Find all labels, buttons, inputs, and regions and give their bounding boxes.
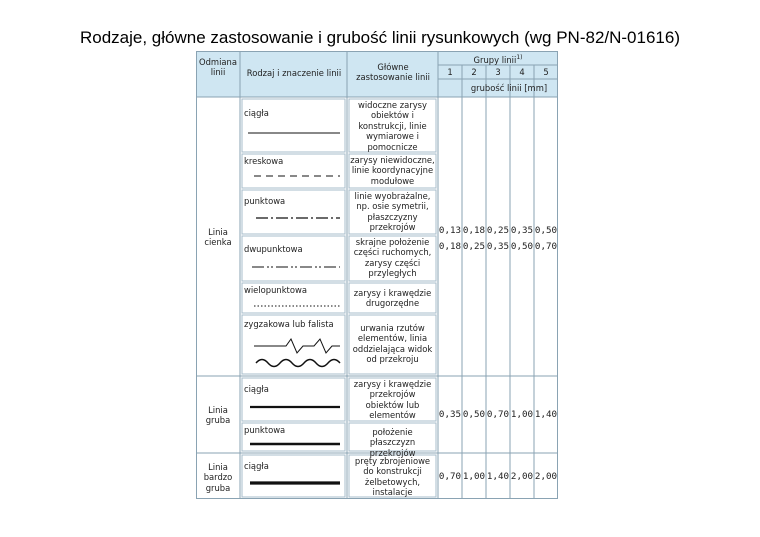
line-type-label: zygzakowa lub falista: [244, 319, 334, 329]
section-label-very-thick: Linia bardzo gruba: [203, 462, 233, 493]
thickness-value: 2,00: [534, 471, 558, 482]
thickness-value: 0,70: [534, 241, 558, 252]
thickness-value: 0,70: [438, 471, 462, 482]
page-title: Rodzaje, główne zastosowanie i grubość linii rysunkowych (wg PN-82/N-01616): [79, 28, 680, 47]
header-line-groups: Grupy linii$^{1)}$: [473, 54, 523, 65]
thickness-value: 0,18: [462, 225, 486, 236]
line-type-label: wielopunktowa: [244, 285, 307, 295]
group-number: 5: [543, 67, 549, 77]
thickness-value: 0,35: [486, 241, 510, 252]
header-thickness: grubość linii [mm]: [470, 83, 548, 93]
line-types-table: [196, 51, 558, 499]
zigzag-line-sample: [254, 339, 340, 353]
thickness-value: 0,25: [462, 241, 486, 252]
line-type-label: ciągła: [244, 108, 269, 118]
line-use-cell: pręty zbrojeniowe do konstrukcji żelbetowych, instalacje: [354, 456, 431, 498]
thickness-value: 2,00: [510, 471, 534, 482]
line-use-cell: położenie płaszczyzn przekrojów: [369, 427, 416, 458]
group-number: 3: [495, 67, 501, 77]
group-number: 2: [471, 67, 477, 77]
thickness-value: 0,25: [486, 225, 510, 236]
thickness-value: 1,00: [462, 471, 486, 482]
section-label-thin: Linia cienka: [204, 227, 232, 248]
header-line-type: Rodzaj i znaczenie linii: [246, 68, 342, 78]
thickness-value: 0,70: [486, 409, 510, 420]
line-use-cell: skrajne położenie części ruchomych, zarysy części przyległych: [353, 237, 432, 279]
thickness-value: 0,18: [438, 241, 462, 252]
section-label-thick: Linia gruba: [205, 405, 231, 426]
line-use-cell: zarysy i krawędzie przekrojów obiektów lub elementów: [353, 379, 432, 421]
thickness-value: 0,35: [438, 409, 462, 420]
thickness-value: 0,50: [534, 225, 558, 236]
thickness-value: 0,50: [462, 409, 486, 420]
header-main-use: Główne zastosowanie linii: [356, 62, 430, 83]
line-use-cell: urwania rzutów elementów, linia oddzielająca widok od przekroju: [352, 323, 433, 365]
thickness-value: 1,40: [534, 409, 558, 420]
line-type-label: ciągła: [244, 461, 269, 471]
thickness-value: 0,35: [510, 225, 534, 236]
thickness-value: 0,50: [510, 241, 534, 252]
line-use-cell: zarysy i krawędzie drugorzędne: [353, 288, 432, 309]
line-use-cell: linie wyobrażalne, np. osie symetrii, płaszczyzny przekrojów: [354, 191, 431, 233]
thickness-value: 1,40: [486, 471, 510, 482]
thickness-value: 0,13: [438, 225, 462, 236]
line-type-label: dwupunktowa: [244, 244, 303, 254]
line-type-label: kreskowa: [244, 156, 284, 166]
group-number: 4: [519, 67, 525, 77]
line-use-cell: zarysy niewidoczne, linie koordynacyjne modułowe: [350, 155, 435, 186]
line-type-label: punktowa: [244, 196, 286, 206]
line-type-label: punktowa: [244, 425, 286, 435]
line-use-cell: widoczne zarysy obiektów i konstrukcji, linie wymiarowe i pomocnicze: [358, 100, 427, 152]
wavy-line-sample: [256, 360, 340, 367]
line-type-label: ciągła: [244, 384, 269, 394]
thickness-value: 1,00: [510, 409, 534, 420]
header-line-variant: Odmiana linii: [199, 57, 237, 78]
group-number: 1: [447, 67, 453, 77]
